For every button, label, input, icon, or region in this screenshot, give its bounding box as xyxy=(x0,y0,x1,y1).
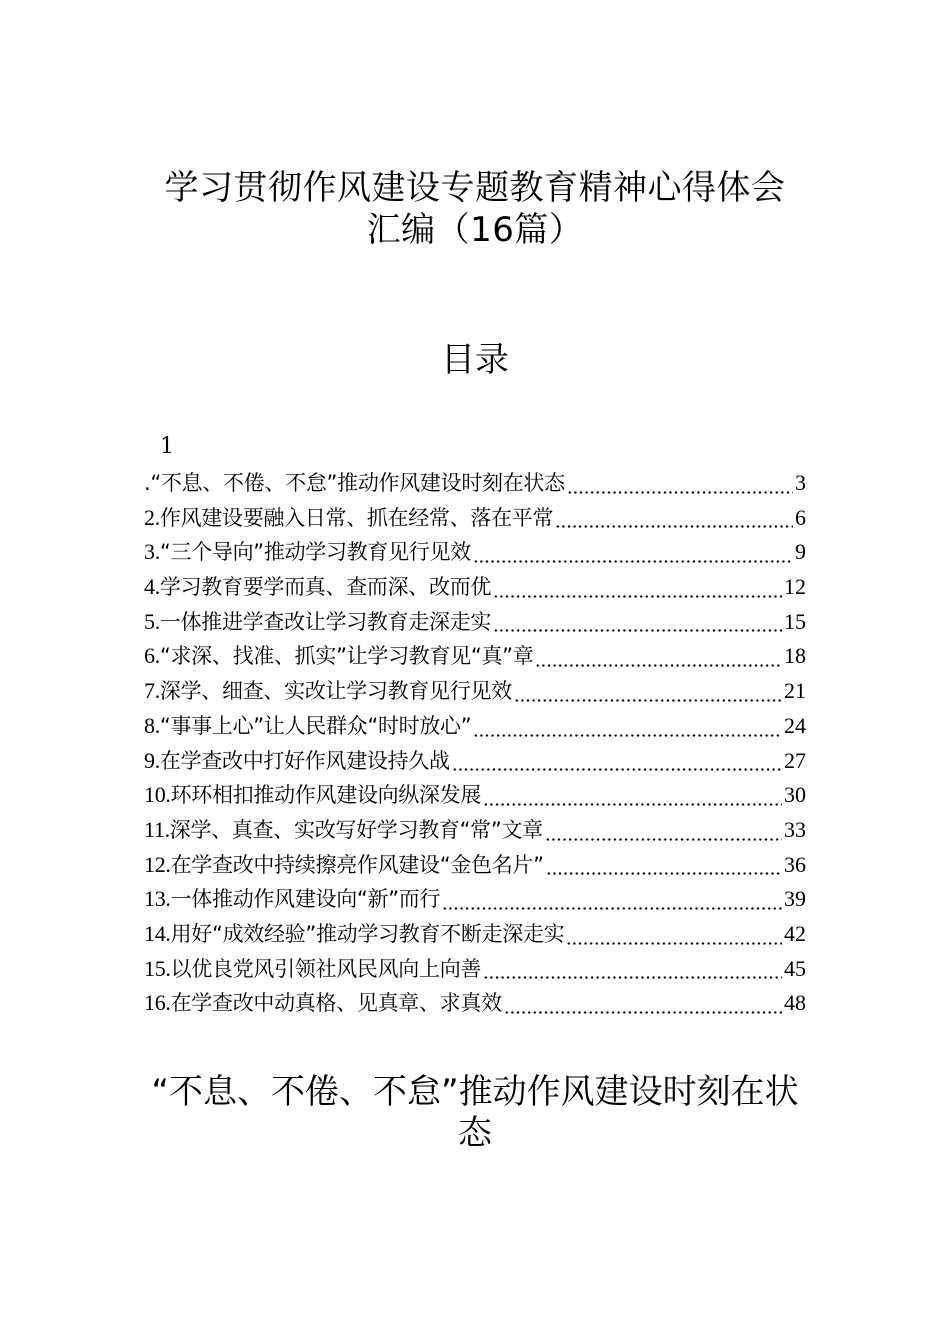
toc-entry-label xyxy=(144,778,481,813)
toc-entry-number: 8. xyxy=(144,712,160,738)
toc-dot-leader xyxy=(566,921,782,945)
toc-entry-number: 9. xyxy=(144,747,160,773)
toc-entry-title: 在学查改中打好作风建设持久战 xyxy=(159,748,450,773)
toc-entry[interactable] xyxy=(144,917,806,952)
toc-entry-number: 14. xyxy=(144,920,171,946)
toc-entry[interactable] xyxy=(144,605,806,640)
toc-entry[interactable] xyxy=(144,501,806,536)
toc-dot-leader xyxy=(546,851,782,875)
toc-page-number: 39 xyxy=(784,886,806,912)
toc-page-number: 15 xyxy=(784,608,806,634)
toc-page-number: 12 xyxy=(784,574,806,600)
toc-entry-title: 环环相扣推动作风建设向纵深发展 xyxy=(170,783,482,808)
toc-entry-title: “事事上心”让人民群众“时时放心” xyxy=(159,713,472,738)
toc-page-number: 30 xyxy=(784,782,806,808)
toc-dot-leader xyxy=(493,608,782,632)
toc-entry[interactable] xyxy=(144,848,806,883)
toc-dot-leader xyxy=(452,747,782,771)
toc-entry-label xyxy=(144,466,565,501)
toc-page-number: 36 xyxy=(784,851,806,877)
toc-entry-title: 一体推进学查改让学习教育走深走实 xyxy=(159,609,492,634)
toc-entry-number: 6. xyxy=(144,643,160,669)
document-title-line-1: 学习贯彻作风建设专题教育精神心得体会 xyxy=(164,168,786,208)
toc-dot-leader xyxy=(535,643,782,667)
toc-entry-label xyxy=(144,952,481,987)
toc-entry-number: 12. xyxy=(144,851,171,877)
toc-entry-title: “三个导向”推动学习教育见行见效 xyxy=(159,540,471,565)
toc-page-number: 24 xyxy=(784,712,806,738)
toc-entry-title: .“不息、不倦、不怠”推动作风建设时刻在状态 xyxy=(144,471,565,495)
toc-entry-label xyxy=(144,848,544,883)
toc-dot-leader xyxy=(514,678,782,702)
toc-entry-label xyxy=(144,501,553,536)
toc-page-number: 3 xyxy=(795,470,806,495)
toc-page-number: 9 xyxy=(795,539,806,565)
toc-entry-title: 以优良党风引领社风民风向上向善 xyxy=(170,956,482,981)
toc-entry-number: 13. xyxy=(144,886,171,912)
toc-dot-leader xyxy=(473,713,782,737)
toc-entry-number: 4. xyxy=(144,574,160,600)
toc-dot-leader xyxy=(442,886,782,910)
toc-entry-number: 5. xyxy=(144,608,160,634)
toc-entry-label xyxy=(144,535,471,570)
toc-page-number: 18 xyxy=(784,643,806,669)
toc-entry-title: 深学、细查、实改让学习教育见行见效 xyxy=(159,679,512,704)
toc-entry[interactable] xyxy=(144,778,806,813)
toc-stray-number: 1 xyxy=(160,434,174,459)
toc-entry-title: 作风建设要融入日常、抓在经常、落在平常 xyxy=(159,505,554,530)
toc-entry-label xyxy=(144,570,491,605)
toc-entry-title: “求深、找准、抓实”让学习教育见“真”章 xyxy=(159,644,534,669)
toc-page-number: 21 xyxy=(784,678,806,704)
toc-entry-label xyxy=(144,813,543,848)
toc-dot-leader xyxy=(493,574,782,598)
toc-entry-label xyxy=(144,709,471,744)
toc-dot-leader xyxy=(567,470,793,494)
toc-entry-number: 11. xyxy=(144,816,170,842)
toc-entry-title: 一体推动作风建设向“新”而行 xyxy=(170,887,441,912)
toc-entry-title: 学习教育要学而真、查而深、改而优 xyxy=(159,575,492,600)
table-of-contents xyxy=(144,466,806,1021)
toc-entry-number: 15. xyxy=(144,955,171,981)
toc-page-number: 42 xyxy=(784,920,806,946)
toc-dot-leader xyxy=(473,539,793,563)
toc-entry-label xyxy=(144,917,564,952)
toc-page-number: 33 xyxy=(784,816,806,842)
section-title-line-1: “不息、不倦、不怠”推动作风建设时刻在状 xyxy=(151,1072,799,1112)
toc-entry[interactable] xyxy=(144,535,806,570)
toc-dot-leader xyxy=(504,990,782,1014)
toc-entry-label xyxy=(144,744,450,779)
toc-dot-leader xyxy=(555,504,793,528)
toc-dot-leader xyxy=(545,817,782,841)
toc-entry-title: 深学、真查、实改写好学习教育“常”文章 xyxy=(169,817,543,842)
toc-entry[interactable] xyxy=(144,952,806,987)
toc-entry-number: 10. xyxy=(144,782,171,808)
toc-entry[interactable] xyxy=(144,570,806,605)
toc-page-number: 27 xyxy=(784,747,806,773)
toc-entry[interactable] xyxy=(144,882,806,917)
toc-heading: 目录 xyxy=(441,340,509,380)
toc-page-number: 48 xyxy=(784,990,806,1016)
toc-entry[interactable] xyxy=(144,674,806,709)
toc-entry-label xyxy=(144,674,512,709)
toc-entry-label xyxy=(144,882,440,917)
toc-entry-label xyxy=(144,639,533,674)
toc-entry[interactable] xyxy=(144,466,806,501)
section-title-line-2: 态 xyxy=(458,1113,492,1153)
toc-entry-title: 在学查改中动真格、见真章、求真效 xyxy=(170,991,502,1016)
toc-entry-title: 用好“成效经验”推动学习教育不断走深走实 xyxy=(170,921,565,946)
toc-entry-number: 3. xyxy=(144,539,160,565)
document-title-line-2: 汇编（16篇） xyxy=(366,210,584,250)
toc-entry-title: 在学查改中持续擦亮作风建设“金色名片” xyxy=(170,852,544,877)
toc-entry-label xyxy=(144,605,491,640)
toc-entry-number: 2. xyxy=(144,504,160,530)
toc-entry[interactable] xyxy=(144,709,806,744)
toc-dot-leader xyxy=(483,782,782,806)
toc-entry[interactable] xyxy=(144,744,806,779)
toc-page-number: 45 xyxy=(784,955,806,981)
toc-entry[interactable] xyxy=(144,813,806,848)
toc-entry[interactable] xyxy=(144,639,806,674)
toc-entry-number: 16. xyxy=(144,990,171,1016)
toc-entry-number: 7. xyxy=(144,678,160,704)
toc-entry[interactable] xyxy=(144,986,806,1021)
toc-entry-label xyxy=(144,986,502,1021)
toc-dot-leader xyxy=(483,955,782,979)
toc-page-number: 6 xyxy=(795,504,806,530)
